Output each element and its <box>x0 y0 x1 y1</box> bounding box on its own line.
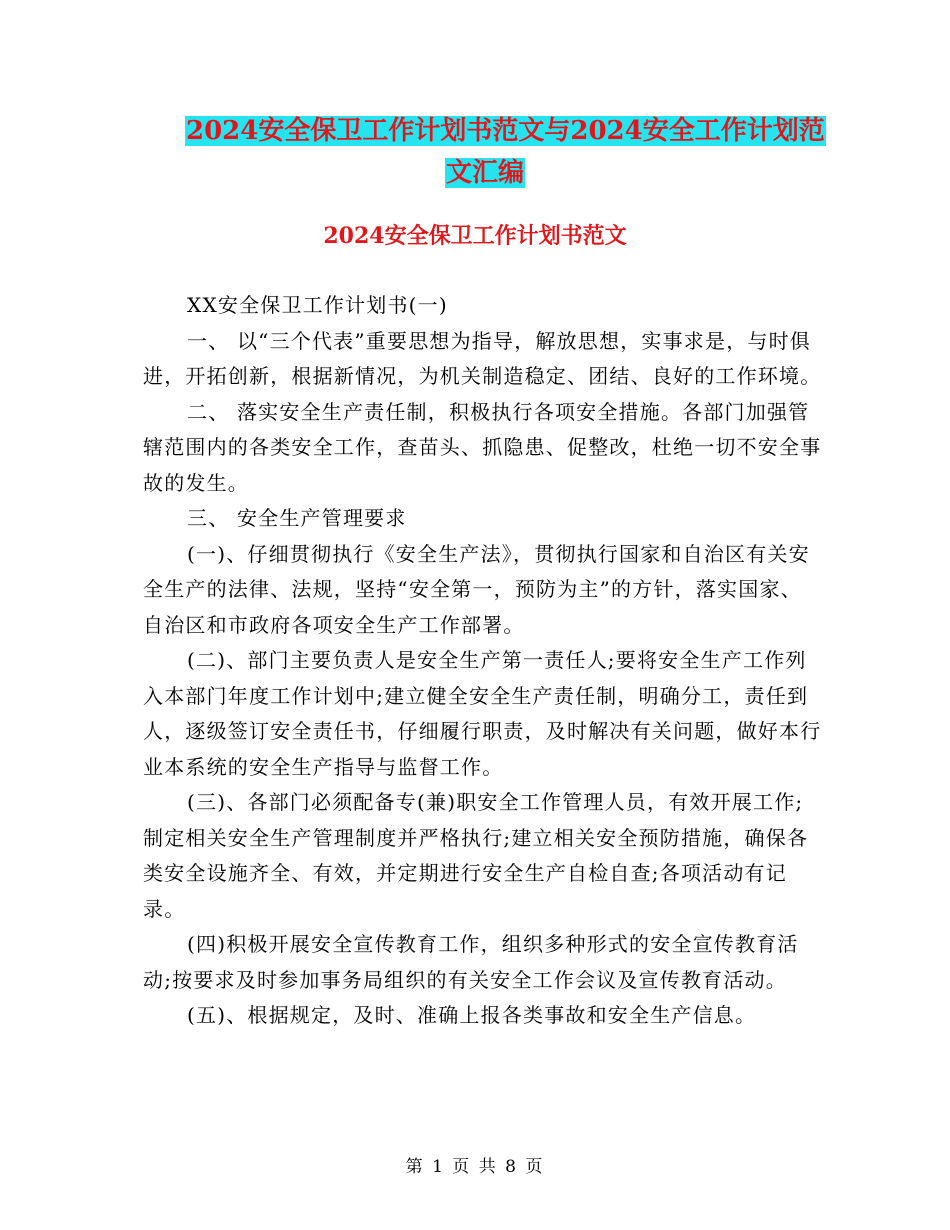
document-title-line-2: 文汇编 <box>446 158 525 188</box>
paragraph: 三、 安全生产管理要求 <box>187 506 407 530</box>
page-footer: 第 1 页 共 8 页 <box>405 1157 545 1177</box>
paragraph: 一、 以“三个代表”重要思想为指导，解放思想，实事求是，与时俱进，开拓创新，根据新情况，为机关制造稳定、团结、良好的工作环境。 <box>143 328 822 388</box>
document-title-line-1: 2024安全保卫工作计划书范文与2024安全工作计划范 <box>186 116 825 146</box>
paragraph: (三)、各部门必须配备专(兼)职安全工作管理人员，有效开展工作;制定相关安全生产管理制度并严格执行;建立相关安全预防措施，确保各类安全设施齐全、有效，并定期进行安全生产自检自查;各项活动有记录。 <box>143 790 809 921</box>
paragraph: (四)积极开展安全宣传教育工作，组织多种形式的安全宣传教育活动;按要求及时参加事务局组织的有关安全工作会议及宣传教育活动。 <box>143 932 799 992</box>
paragraph: (一)、仔细贯彻执行《安全生产法》，贯彻执行国家和自治区有关安全生产的法律、法规，坚持“安全第一，预防为主”的方针，落实国家、自治区和市政府各项安全生产工作部署。 <box>143 541 810 637</box>
paragraph: XX安全保卫工作计划书(一) <box>187 293 448 317</box>
section-title: 2024安全保卫工作计划书范文 <box>323 223 627 249</box>
paragraph: (五)、根据规定，及时、准确上报各类事故和安全生产信息。 <box>187 1003 757 1027</box>
paragraph: (二)、部门主要负责人是安全生产第一责任人;要将安全生产工作列入本部门年度工作计划中;建立健全安全生产责任制，明确分工，责任到人，逐级签订安全责任书，仔细履行职责，及时解决有关问题，做好本行业本系统的安全生产指导与监督工作。 <box>143 648 822 779</box>
paragraph: 二、 落实安全生产责任制，积极执行各项安全措施。各部门加强管辖范围内的各类安全工作，查苗头、抓隐患、促整改，杜绝一切不安全事故的发生。 <box>143 399 822 495</box>
document-body <box>143 288 823 1034</box>
